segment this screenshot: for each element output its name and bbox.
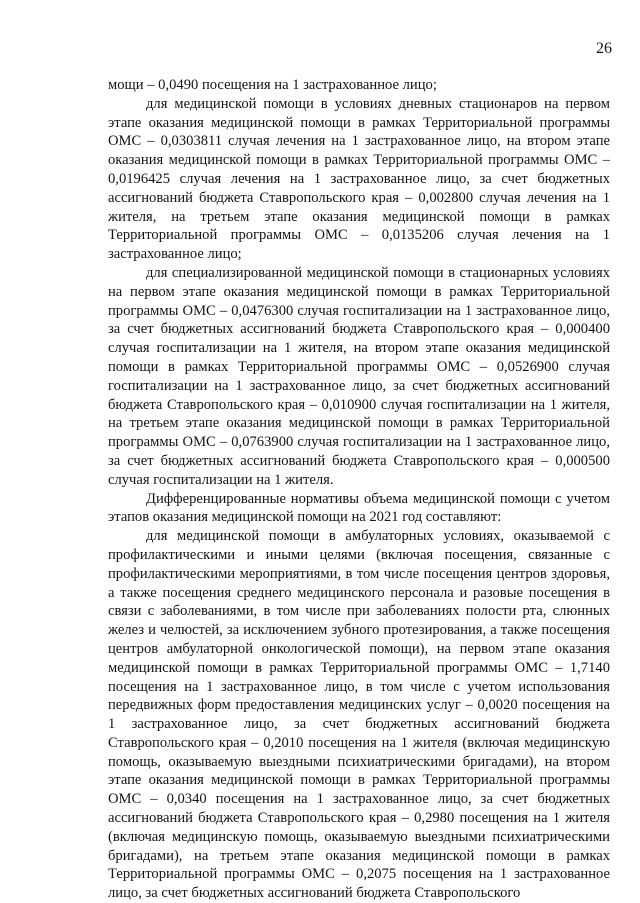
- paragraph-outpatient-care: для медицинской помощи в амбулаторных условиях, оказываемой с профилактическими и иными целями (включая посещения, связанные с профилактическими мероприятиями, в том числе посещения центров здоровья, а также посещения среднего медицинского персонала и разовые посещения в связи с заболеваниями, в том числе при заболеваниях полости рта, слюнных желез и челюстей, за исключением зубного протезирования, а также посещения центров амбулаторной онкологической помощи), на первом этапе оказания медицинской помощи в рамках Территориальной программы ОМС – 1,7140 посещения на 1 застрахованное лицо, в том числе с учетом использования передвижных форм предоставления медицинских услуг – 0,0020 посещения на 1 застрахованное лицо, за счет бюджетных ассигнований бюджета Ставропольского края – 0,2010 посещения на 1 жителя (включая медицинскую помощь, оказываемую выездными психиатрическими бригадами), на втором этапе оказания медицинской помощи в рамках Территориальной программы ОМС – 0,0340 посещения на 1 застрахованное лицо, за счет бюджетных ассигнований бюджета Ставропольского края – 0,2980 посещения на 1 жителя (включая медицинскую помощь, оказываемую выездными психиатрическими бригадами), на третьем этапе оказания медицинской помощи в рамках Территориальной программы ОМС – 0,2075 посещения на 1 застрахованное лицо, за счет бюджетных ассигнований бюджета Ставропольского: [108, 528, 610, 902]
- paragraph-differentiated-norms-intro: Дифференцированные нормативы объема медицинской помощи с учетом этапов оказания медицинской помощи на 2021 год составляют:: [108, 490, 610, 526]
- page-number: 26: [596, 40, 612, 57]
- paragraph-day-hospitals: для медицинской помощи в условиях дневных стационаров на первом этапе оказания медицинской помощи в рамках Территориальной программы ОМС – 0,0303811 случая лечения на 1 застрахованное лицо, на втором этапе оказания медицинской помощи в рамках Территориальной программы ОМС – 0,0196425 случая лечения на 1 застрахованное лицо, за счет бюджетных ассигнований бюджета Ставропольского края – 0,002800 случая лечения на 1 жителя, на третьем этапе оказания медицинской помощи в рамках Территориальной программы ОМС – 0,0135206 случая лечения на 1 застрахованное лицо;: [108, 95, 610, 263]
- paragraph-continuation: мощи – 0,0490 посещения на 1 застрахованное лицо;: [108, 77, 437, 93]
- document-body: [108, 76, 610, 903]
- paragraph-specialized-inpatient: для специализированной медицинской помощи в стационарных условиях на первом этапе оказания медицинской помощи в рамках Территориальной программы ОМС – 0,0476300 случая госпитализации на 1 застрахованное лицо, за счет бюджетных ассигнований бюджета Ставропольского края – 0,000400 случая госпитализации на 1 жителя, на втором этапе оказания медицинской помощи в рамках Территориальной программы ОМС – 0,0526900 случая госпитализации на 1 застрахованное лицо, за счет бюджетных ассигнований бюджета Ставропольского края – 0,010900 случая госпитализации на 1 жителя, на третьем этапе оказания медицинской помощи в рамках Территориальной программы ОМС – 0,0763900 случая госпитализации на 1 застрахованное лицо, за счет бюджетных ассигнований бюджета Ставропольского края – 0,000500 случая госпитализации на 1 жителя.: [108, 264, 610, 488]
